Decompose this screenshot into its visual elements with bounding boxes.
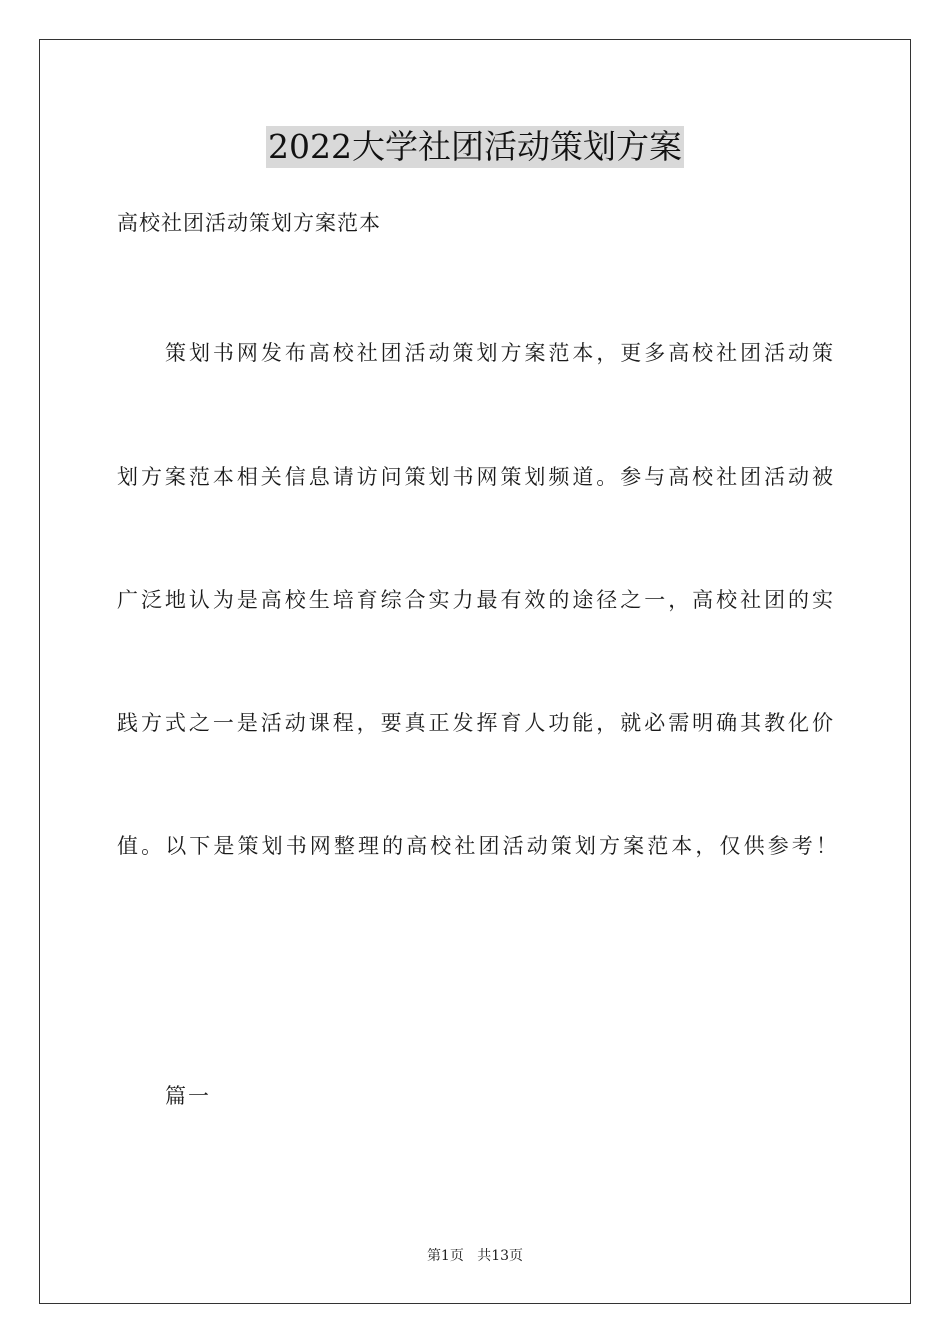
paragraph-line: 划方案范本相关信息请访问策划书网策划频道。参与高校社团活动被 xyxy=(117,465,833,489)
paragraph-line: 广泛地认为是高校生培育综合实力最有效的途径之一，高校社团的实 xyxy=(117,588,833,612)
section-label: 篇一 xyxy=(165,1084,211,1108)
document-subtitle: 高校社团活动策划方案范本 xyxy=(117,211,381,235)
page-number-total: 共13页 xyxy=(477,1248,524,1264)
paragraph-line: 值。以下是策划书网整理的高校社团活动策划方案范本，仅供参考！ xyxy=(117,834,840,858)
page-footer xyxy=(0,1246,950,1266)
paragraph-line: 践方式之一是活动课程，要真正发挥育人功能，就必需明确其教化价 xyxy=(117,711,833,735)
page-number-current: 第1页 xyxy=(426,1248,464,1264)
paragraph-line: 策划书网发布高校社团活动策划方案范本，更多高校社团活动策 xyxy=(165,341,833,365)
title-container xyxy=(0,126,950,168)
document-title: 2022大学社团活动策划方案 xyxy=(268,127,682,166)
